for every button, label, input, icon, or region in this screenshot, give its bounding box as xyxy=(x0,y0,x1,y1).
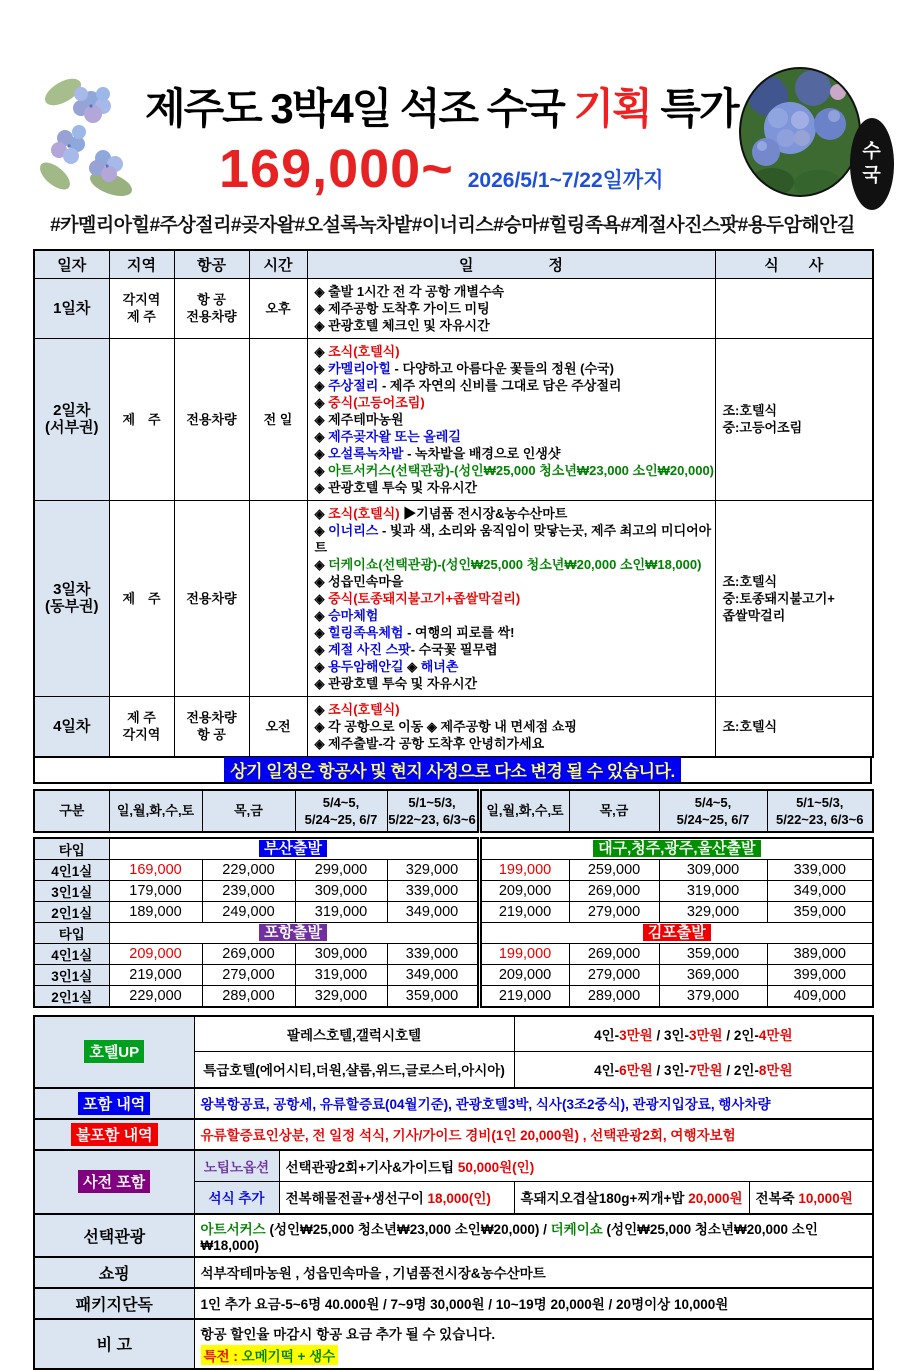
diamond-bullet-icon: ◈ xyxy=(314,428,329,444)
price-cell: 319,000 xyxy=(295,964,387,985)
hydrangea-badge xyxy=(850,118,894,210)
price-cell: 309,000 xyxy=(659,859,767,880)
diamond-bullet-icon: ◈ xyxy=(314,556,329,572)
price-cell: 269,000 xyxy=(569,880,659,901)
itinerary-cell: 전용차량 xyxy=(174,500,249,696)
departure-city-header: 대구,청주,광주,울산출발 xyxy=(479,838,873,860)
itinerary-line: ◈ 중식(고등어조림) xyxy=(314,394,425,410)
price-cell: 329,000 xyxy=(659,901,767,922)
badge-char-2: 국 xyxy=(862,165,881,186)
shopping-text: 석부작테마농원 , 성읍민속마을 , 기념품전시장&농수산마트 xyxy=(194,1257,873,1288)
exclude-label: 불포함 내역 xyxy=(71,1123,158,1146)
pre-include-row-1 xyxy=(34,1150,873,1182)
hotel-names: 팔레스호텔,갤럭시호텔 xyxy=(194,1016,514,1052)
price-type-label: 타입 xyxy=(34,922,109,943)
remark-label: 비 고 xyxy=(34,1319,194,1369)
price-cell: 329,000 xyxy=(387,859,479,880)
price-cell: 389,000 xyxy=(767,943,873,964)
price-cell: 339,000 xyxy=(387,943,479,964)
price-cell: 169,000 xyxy=(109,859,202,880)
header-center xyxy=(145,66,738,206)
itinerary-line: ◈ 주상절리 - 제주 자연의 신비를 그대로 담은 주상절리 xyxy=(314,377,622,393)
diamond-bullet-icon: ◈ xyxy=(314,718,329,734)
price-cell: 199,000 xyxy=(479,859,569,880)
header xyxy=(33,66,881,206)
price-cell: 219,000 xyxy=(109,964,202,985)
optional-tour-row xyxy=(34,1214,873,1257)
room-type-label: 4인1실 xyxy=(34,943,109,964)
price-body-table xyxy=(33,837,874,1008)
room-type-label: 3인1실 xyxy=(34,880,109,901)
itinerary-row xyxy=(34,696,873,757)
room-type-label: 4인1실 xyxy=(34,859,109,880)
price-col-header: 5/1~5/3, 5/22~23, 6/3~6 xyxy=(767,790,873,832)
notice-text: 상기 일정은 항공사 및 현지 사정으로 다소 변경 될 수 있습니다. xyxy=(224,757,681,782)
itinerary-line: ◈ 성읍민속마을 xyxy=(314,573,404,589)
shopping-label: 쇼핑 xyxy=(34,1257,194,1288)
itinerary-body xyxy=(34,278,873,757)
diamond-bullet-icon: ◈ xyxy=(314,522,329,538)
price-type-row xyxy=(34,838,873,860)
price-row xyxy=(34,985,873,1007)
dinner-option-3: 전복죽 10,000원 xyxy=(749,1182,873,1214)
package-label: 패키지단독 xyxy=(34,1288,194,1319)
itinerary-line: ◈ 오설록녹차밭 - 녹차밭을 배경으로 인생샷 xyxy=(314,445,561,461)
price-cell: 219,000 xyxy=(479,901,569,922)
itinerary-cell: 1일차 xyxy=(34,278,109,338)
diamond-bullet-icon: ◈ xyxy=(314,411,329,427)
itinerary-line: ◈ 승마체험 xyxy=(314,607,379,623)
optional-tour-text: 아트서커스 (성인₩25,000 청소년₩23,000 소인₩20,000) / 더케이쇼 (성인₩25,000 청소년₩20,000 소인₩18,000) xyxy=(194,1214,873,1257)
badge-char-1: 수 xyxy=(862,141,881,162)
pre-include-label: 사전 포함 xyxy=(78,1170,150,1193)
hotel-upcharge: 4인-3만원 / 3인-3만원 / 2인-4만원 xyxy=(514,1016,873,1052)
price-cell: 399,000 xyxy=(767,964,873,985)
itinerary-header-row xyxy=(34,250,873,278)
itinerary-cell xyxy=(307,500,715,696)
itinerary-line: ◈ 중식(토종돼지불고기+좁쌀막걸리) xyxy=(314,590,521,606)
diamond-bullet-icon: ◈ xyxy=(314,360,329,376)
price-cell: 359,000 xyxy=(767,901,873,922)
price-cell: 199,000 xyxy=(479,943,569,964)
hotel-up-row-1 xyxy=(34,1016,873,1052)
departure-city-header: 김포출발 xyxy=(479,922,873,943)
itinerary-line: ◈ 관광호텔 투숙 및 자유시간 xyxy=(314,675,478,691)
diamond-bullet-icon: ◈ xyxy=(314,624,329,640)
itinerary-line: ◈ 조식(호텔식) xyxy=(314,701,400,717)
price-cell: 259,000 xyxy=(569,859,659,880)
price-row xyxy=(34,880,873,901)
itinerary-col-header: 시간 xyxy=(249,250,307,278)
price-cell: 279,000 xyxy=(569,901,659,922)
price-cell: 309,000 xyxy=(295,943,387,964)
price-cell: 359,000 xyxy=(659,943,767,964)
price-cell: 209,000 xyxy=(109,943,202,964)
price-col-header: 5/4~5, 5/24~25, 6/7 xyxy=(295,790,387,832)
itinerary-line: ◈ 제주곶자왈 또는 올레길 xyxy=(314,428,461,444)
diamond-bullet-icon: ◈ xyxy=(314,300,329,316)
price-cell: 359,000 xyxy=(387,985,479,1007)
price-cell: 289,000 xyxy=(202,985,295,1007)
price-cell: 299,000 xyxy=(295,859,387,880)
diamond-bullet-icon: ◈ xyxy=(314,445,329,461)
price-gubun-header: 구분 xyxy=(34,790,109,832)
price-cell: 189,000 xyxy=(109,901,202,922)
room-type-label: 2인1실 xyxy=(34,985,109,1007)
diamond-bullet-icon: ◈ xyxy=(314,658,329,674)
optional-tour-label: 선택관광 xyxy=(34,1214,194,1257)
diamond-bullet-icon: ◈ xyxy=(314,590,329,606)
hotel-upcharge: 4인-6만원 / 3인-7만원 / 2인-8만원 xyxy=(514,1052,873,1088)
price-cell: 279,000 xyxy=(202,964,295,985)
price-cell: 219,000 xyxy=(479,985,569,1007)
itinerary-line: ◈ 더케이쇼(선택관광)-(성인₩25,000 청소년₩20,000 소인₩18,000) xyxy=(314,556,702,572)
itinerary-cell xyxy=(249,500,307,696)
include-label-cell xyxy=(34,1088,194,1119)
shopping-row xyxy=(34,1257,873,1288)
diamond-bullet-icon: ◈ xyxy=(314,462,329,478)
diamond-bullet-icon: ◈ xyxy=(314,317,329,333)
diamond-bullet-icon: ◈ xyxy=(314,573,329,589)
diamond-bullet-icon: ◈ xyxy=(314,701,329,717)
itinerary-line: ◈ 용두암해안길 ◈ 해녀촌 xyxy=(314,658,459,674)
hotel-up-label-cell xyxy=(34,1016,194,1088)
price-body xyxy=(34,838,873,1007)
itinerary-col-header: 지역 xyxy=(109,250,174,278)
itinerary-line: ◈ 제주테마농원 xyxy=(314,411,404,427)
price-col-header: 5/4~5, 5/24~25, 6/7 xyxy=(659,790,767,832)
price-cell: 349,000 xyxy=(387,964,479,985)
flyer-page xyxy=(0,66,905,1364)
diamond-bullet-icon: ◈ xyxy=(314,607,329,623)
include-row xyxy=(34,1088,873,1119)
price-cell: 249,000 xyxy=(202,901,295,922)
no-tip-label: 노팁노옵션 xyxy=(194,1150,279,1182)
diamond-bullet-icon: ◈ xyxy=(314,377,329,393)
price-col-header: 일,월,화,수,토 xyxy=(479,790,569,832)
price-cell: 409,000 xyxy=(767,985,873,1007)
price-row xyxy=(145,138,738,200)
itinerary-cell: 제 주 xyxy=(109,338,174,500)
price-type-label: 타입 xyxy=(34,838,109,860)
itinerary-col-header: 식 사 xyxy=(715,250,873,278)
itinerary-row xyxy=(34,500,873,696)
info-table xyxy=(33,1015,874,1370)
notice-bar xyxy=(33,758,872,784)
diamond-bullet-icon: ◈ xyxy=(314,505,329,521)
price-cell: 289,000 xyxy=(569,985,659,1007)
hotel-up-label: 호텔UP xyxy=(84,1040,144,1063)
hydrangea-photo-svg xyxy=(738,66,866,198)
price-cell: 209,000 xyxy=(479,964,569,985)
diamond-bullet-icon: ◈ xyxy=(314,343,329,359)
itinerary-cell: 제 주 xyxy=(109,500,174,696)
remark-row xyxy=(34,1319,873,1369)
diamond-bullet-icon: ◈ xyxy=(314,735,329,751)
hydrangea-illustration xyxy=(33,66,145,206)
itinerary-line: ◈ 힐링족욕체험 - 여행의 피로를 싹! xyxy=(314,624,515,640)
package-text: 1인 추가 요금-5~6명 40.000원 / 7~9명 30,000원 / 10~19명 20,000원 / 20명이상 10,000원 xyxy=(194,1288,873,1319)
price-cell: 339,000 xyxy=(387,880,479,901)
itinerary-cell xyxy=(307,278,715,338)
exclude-text: 유류할증료인상분, 전 일정 석식, 기사/가이드 경비(1인 20,000원) , 선택관광2회, 여행자보험 xyxy=(194,1119,873,1150)
itinerary-cell: 조:호텔식 xyxy=(715,696,873,757)
diamond-bullet-icon: ◈ xyxy=(314,641,329,657)
price-header-table xyxy=(33,789,874,833)
itinerary-line: ◈ 계절 사진 스팟- 수국꽃 필무렵 xyxy=(314,641,498,657)
itinerary-row xyxy=(34,338,873,500)
exclude-row xyxy=(34,1119,873,1150)
include-text: 왕복항공료, 공항세, 유류할증료(04월기준), 관광호텔3박, 식사(3조2중식), 관광지입장료, 행사차량 xyxy=(194,1088,873,1119)
itinerary-cell xyxy=(715,278,873,338)
departure-city-header: 부산출발 xyxy=(109,838,479,860)
itinerary-cell: 오후 xyxy=(249,278,307,338)
itinerary-line: ◈ 조식(호텔식) ▶기념품 전시장&농수산마트 xyxy=(314,505,568,521)
price-type-row xyxy=(34,922,873,943)
price-cell: 179,000 xyxy=(109,880,202,901)
itinerary-line: ◈ 각 공항으로 이동 ◈ 제주공항 내 면세점 쇼핑 xyxy=(314,718,577,734)
price-header-row xyxy=(34,790,873,832)
itinerary-cell xyxy=(307,338,715,500)
price-col-header: 목,금 xyxy=(202,790,295,832)
itinerary-cell: 3일차 (동부권) xyxy=(34,500,109,696)
price-cell: 339,000 xyxy=(767,859,873,880)
diamond-bullet-icon: ◈ xyxy=(314,479,329,495)
itinerary-line: ◈ 이너리스 - 빛과 색, 소리와 움직임이 맞닿는곳, 제주 최고의 미디어아트 xyxy=(314,522,712,555)
price-cell: 209,000 xyxy=(479,880,569,901)
price-row xyxy=(34,964,873,985)
price-cell: 319,000 xyxy=(295,901,387,922)
price-row xyxy=(34,859,873,880)
room-type-label: 2인1실 xyxy=(34,901,109,922)
itinerary-cell: 조:호텔식 중:토종돼지불고기+ 좁쌀막걸리 xyxy=(715,500,873,696)
pre-include-label-cell xyxy=(34,1150,194,1214)
price-cell: 269,000 xyxy=(202,943,295,964)
itinerary-line: ◈ 제주공항 도착후 가이드 미팅 xyxy=(314,300,490,316)
page-title: 제주도 3박4일 석조 수국 기획 특가 xyxy=(145,85,738,132)
itinerary-line: ◈ 조식(호텔식) xyxy=(314,343,400,359)
remark-special: 특전 : 오메기떡 + 생수 xyxy=(201,1345,339,1365)
itinerary-cell: 전용차량 항 공 xyxy=(174,696,249,757)
package-row xyxy=(34,1288,873,1319)
itinerary-cell: 조:호텔식 중:고등어조림 xyxy=(715,338,873,500)
diamond-bullet-icon: ◈ xyxy=(314,675,329,691)
price-row xyxy=(34,901,873,922)
itinerary-line: ◈ 출발 1시간 전 각 공항 개별수속 xyxy=(314,283,505,299)
itinerary-line: ◈ 카멜리아힐 - 다양하고 아름다운 꽃들의 정원 (수국) xyxy=(314,360,614,376)
dinner-option-2: 흑돼지오겹살180g+찌개+밥 20,000원 xyxy=(514,1182,749,1214)
include-label: 포함 내역 xyxy=(78,1092,150,1115)
price-cell: 379,000 xyxy=(659,985,767,1007)
itinerary-line: ◈ 관광호텔 체크인 및 자유시간 xyxy=(314,317,490,333)
room-type-label: 3인1실 xyxy=(34,964,109,985)
price-cell: 319,000 xyxy=(659,880,767,901)
hydrangea-illustration-svg xyxy=(33,66,145,206)
departure-city-header: 포항출발 xyxy=(109,922,479,943)
price-cell: 239,000 xyxy=(202,880,295,901)
itinerary-line: ◈ 제주출발-각 공항 도착후 안녕히가세요 xyxy=(314,735,545,751)
itinerary-col-header: 일자 xyxy=(34,250,109,278)
diamond-bullet-icon: ◈ xyxy=(314,283,329,299)
exclude-label-cell xyxy=(34,1119,194,1150)
price-cell: 329,000 xyxy=(295,985,387,1007)
itinerary-cell: 오전 xyxy=(249,696,307,757)
diamond-bullet-icon: ◈ xyxy=(314,394,329,410)
price-cell: 229,000 xyxy=(109,985,202,1007)
hotel-names: 특급호텔(에어시티,더원,샬롬,위드,글로스터,아시아) xyxy=(194,1052,514,1088)
price-cell: 229,000 xyxy=(202,859,295,880)
itinerary-line: ◈ 아트서커스(선택관광)-(성인₩25,000 청소년₩23,000 소인₩20,000) xyxy=(314,462,715,478)
price-row xyxy=(34,943,873,964)
price-col-header: 일,월,화,수,토 xyxy=(109,790,202,832)
price-cell: 349,000 xyxy=(387,901,479,922)
itinerary-cell: 4일차 xyxy=(34,696,109,757)
dinner-add-label: 석식 추가 xyxy=(194,1182,279,1214)
price-cell: 309,000 xyxy=(295,880,387,901)
hydrangea-photo xyxy=(738,66,888,206)
price-cell: 349,000 xyxy=(767,880,873,901)
itinerary-cell: 전용차량 xyxy=(174,338,249,500)
itinerary-cell: 전 일 xyxy=(249,338,307,500)
itinerary-cell: 각지역 제 주 xyxy=(109,278,174,338)
remark-text xyxy=(194,1319,873,1369)
headline-price: 169,000~ xyxy=(219,139,454,199)
itinerary-col-header: 일 정 xyxy=(307,250,715,278)
price-col-header: 5/1~5/3, 5/22~23, 6/3~6 xyxy=(387,790,479,832)
itinerary-line: ◈ 관광호텔 투숙 및 자유시간 xyxy=(314,479,478,495)
hashtag-line: #카멜리아힐#주상절리#곶자왈#오설록녹차밭#이너리스#승마#힐링족욕#계절사진스팟#용두암해안길 xyxy=(50,215,855,236)
itinerary-col-header: 항공 xyxy=(174,250,249,278)
remark-line-1: 항공 할인율 마감시 항공 요금 추가 될 수 있습니다. xyxy=(200,1326,496,1342)
itinerary-cell: 2일차 (서부권) xyxy=(34,338,109,500)
price-col-header: 목,금 xyxy=(569,790,659,832)
price-cell: 369,000 xyxy=(659,964,767,985)
itinerary-cell xyxy=(307,696,715,757)
itinerary-table xyxy=(33,249,874,758)
dinner-option-1: 전복해물전골+생선구이 18,000(인) xyxy=(279,1182,514,1214)
itinerary-cell: 제 주 각지역 xyxy=(109,696,174,757)
itinerary-row xyxy=(34,278,873,338)
price-cell: 279,000 xyxy=(569,964,659,985)
sale-period: 2026/5/1~7/22일까지 xyxy=(467,169,664,192)
price-cell: 269,000 xyxy=(569,943,659,964)
no-tip-text: 선택관광2회+기사&가이드팁 50,000원(인) xyxy=(279,1150,873,1182)
itinerary-cell: 항 공 전용차량 xyxy=(174,278,249,338)
